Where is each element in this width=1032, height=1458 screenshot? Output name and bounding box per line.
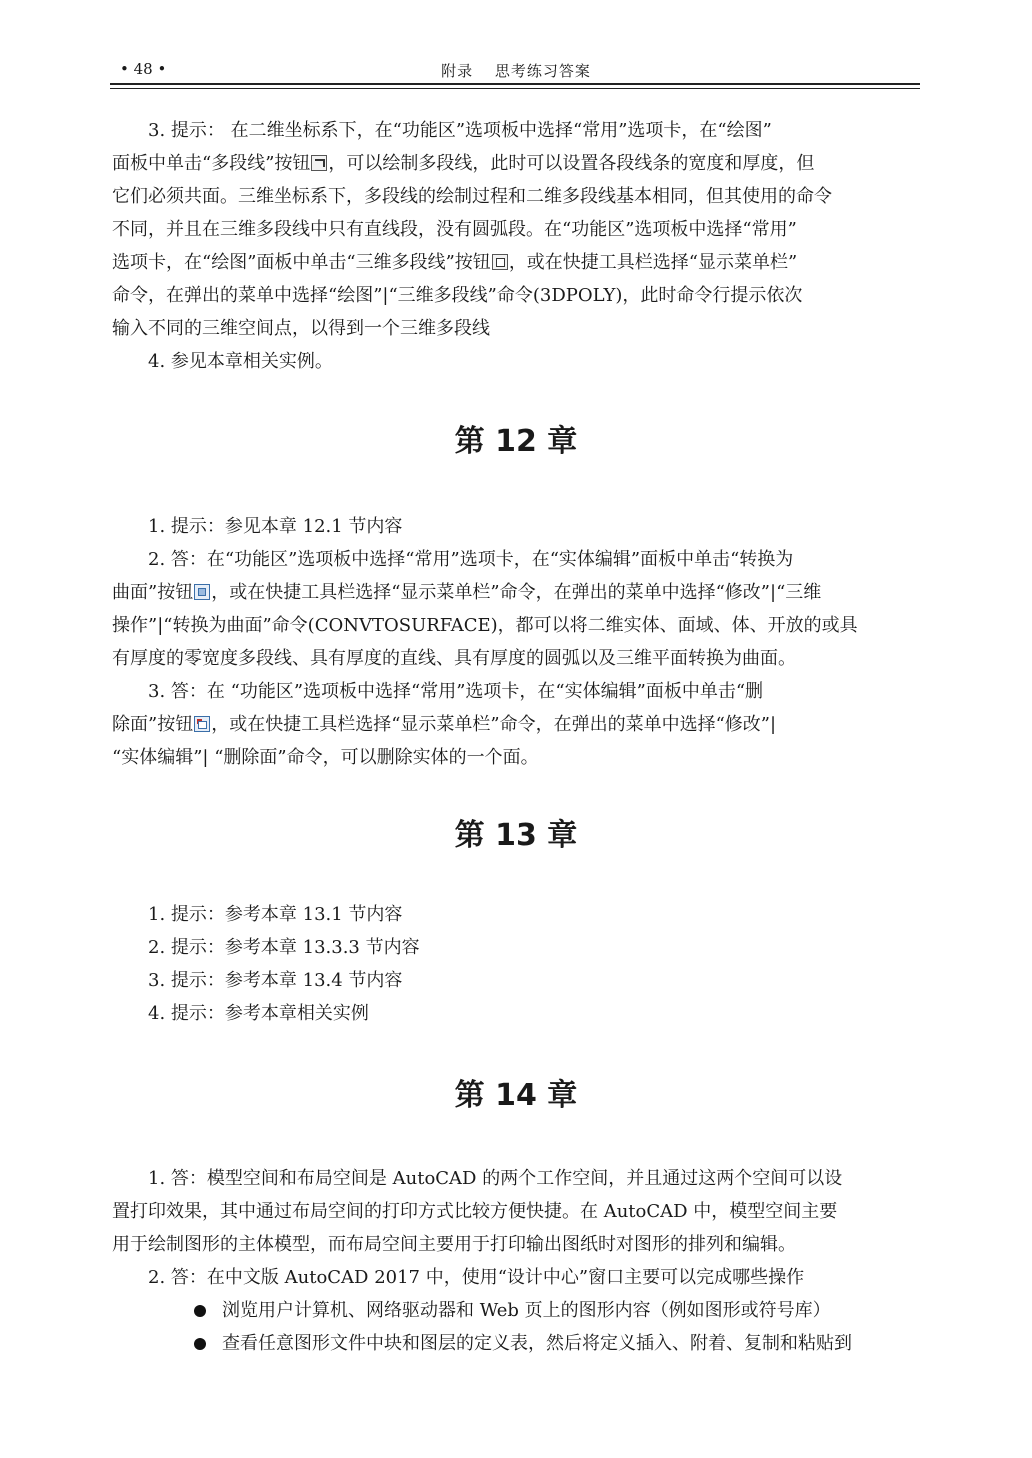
- answer-12-2-line-4: 有厚度的零宽度多段线、具有厚度的直线、具有厚度的圆弧以及三维平面转换为曲面。: [112, 648, 796, 669]
- answer-11-4: 4. 参见本章相关实例。: [148, 351, 333, 372]
- list-item: [112, 1294, 920, 1327]
- answer-11-3-line-7: 输入不同的三维空间点，以得到一个三维多段线: [112, 318, 490, 339]
- answer-text: 除面”按钮: [112, 714, 194, 735]
- bullet-icon: [194, 1338, 206, 1350]
- answer-14-1-line-2: 置打印效果，其中通过布局空间的打印方式比较方便快捷。在 AutoCAD 中，模型空间主要: [112, 1201, 838, 1222]
- answer-12-3-line-2: [112, 708, 920, 741]
- header-rule-thin: [110, 88, 920, 89]
- answer-13-2: 2. 提示：参考本章 13.3.3 节内容: [148, 937, 420, 958]
- answer-12-2-line-3: 操作”|“转换为曲面”命令(CONVTOSURFACE)，都可以将二维实体、面域、体、开放的或具: [112, 615, 858, 636]
- answer-13-1: 1. 提示：参考本章 13.1 节内容: [148, 904, 403, 925]
- page-content: [112, 114, 920, 1360]
- 3d-polyline-button-icon: [492, 254, 508, 270]
- answer-11-3-line-1: 3. 提示： 在二维坐标系下，在“功能区”选项板中选择“常用”选项卡，在“绘图”: [148, 120, 772, 141]
- answer-13-3: 3. 提示：参考本章 13.4 节内容: [148, 970, 403, 991]
- answer-11-3-line-2: [112, 147, 920, 180]
- answer-11-3-line-3: 它们必须共面。三维坐标系下，多段线的绘制过程和二维多段线基本相同，但其使用的命令: [112, 186, 832, 207]
- delete-face-button-icon: [194, 716, 210, 732]
- answer-text: 面板中单击“多段线”按钮: [112, 153, 311, 174]
- polyline-button-icon: [311, 155, 327, 171]
- list-item-text: 查看任意图形文件中块和图层的定义表，然后将定义插入、附着、复制和粘贴到: [222, 1333, 852, 1354]
- convert-to-surface-button-icon: [194, 584, 210, 600]
- page-header: [112, 58, 920, 82]
- running-title: 附录 思考练习答案: [441, 62, 591, 80]
- answer-14-2: 2. 答：在中文版 AutoCAD 2017 中，使用“设计中心”窗口主要可以完成哪些操作: [148, 1267, 805, 1288]
- answer-14-1-line-1: 1. 答：模型空间和布局空间是 AutoCAD 的两个工作空间，并且通过这两个空间可以设: [148, 1168, 843, 1189]
- list-item-text: 浏览用户计算机、网络驱动器和 Web 页上的图形内容（例如图形或符号库）: [222, 1300, 831, 1321]
- answer-11-3-line-4: 不同，并且在三维多段线中只有直线段，没有圆弧段。在“功能区”选项板中选择“常用”: [112, 219, 797, 240]
- answer-text: ，或在快捷工具栏选择“显示菜单栏”命令，在弹出的菜单中选择“修改”|“三维: [211, 582, 822, 603]
- answer-text: 选项卡，在“绘图”面板中单击“三维多段线”按钮: [112, 252, 491, 273]
- answer-12-3-line-3: “实体编辑”| “删除面”命令，可以删除实体的一个面。: [112, 747, 539, 768]
- answer-11-3-line-6: 命令，在弹出的菜单中选择“绘图”|“三维多段线”命令(3DPOLY)，此时命令行提示依次: [112, 285, 803, 306]
- answer-text: ，或在快捷工具栏选择“显示菜单栏”命令，在弹出的菜单中选择“修改”|: [211, 714, 777, 735]
- page-number: • 48 •: [120, 60, 167, 78]
- answer-text: ，或在快捷工具栏选择“显示菜单栏”: [508, 252, 798, 273]
- answer-14-1-line-3: 用于绘制图形的主体模型，而布局空间主要用于打印输出图纸时对图形的排列和编辑。: [112, 1234, 796, 1255]
- bullet-icon: [194, 1305, 206, 1317]
- answer-12-1: 1. 提示：参见本章 12.1 节内容: [148, 516, 403, 537]
- chapter-13-heading: 第 13 章: [454, 818, 578, 853]
- answer-12-2-line-1: 2. 答：在“功能区”选项板中选择“常用”选项卡，在“实体编辑”面板中单击“转换为: [148, 549, 794, 570]
- answer-13-4: 4. 提示：参考本章相关实例: [148, 1003, 369, 1024]
- chapter-14-heading: 第 14 章: [454, 1078, 578, 1113]
- answer-11-3-line-5: [112, 246, 920, 279]
- list-item: [112, 1327, 920, 1360]
- answer-12-3-line-1: 3. 答：在 “功能区”选项板中选择“常用”选项卡，在“实体编辑”面板中单击“删: [148, 681, 764, 702]
- answer-text: 曲面”按钮: [112, 582, 194, 603]
- answer-12-2-line-2: [112, 576, 920, 609]
- answer-text: ，可以绘制多段线，此时可以设置各段线条的宽度和厚度，但: [328, 153, 815, 174]
- chapter-12-heading: 第 12 章: [454, 424, 578, 459]
- header-rule-thick: [110, 83, 920, 85]
